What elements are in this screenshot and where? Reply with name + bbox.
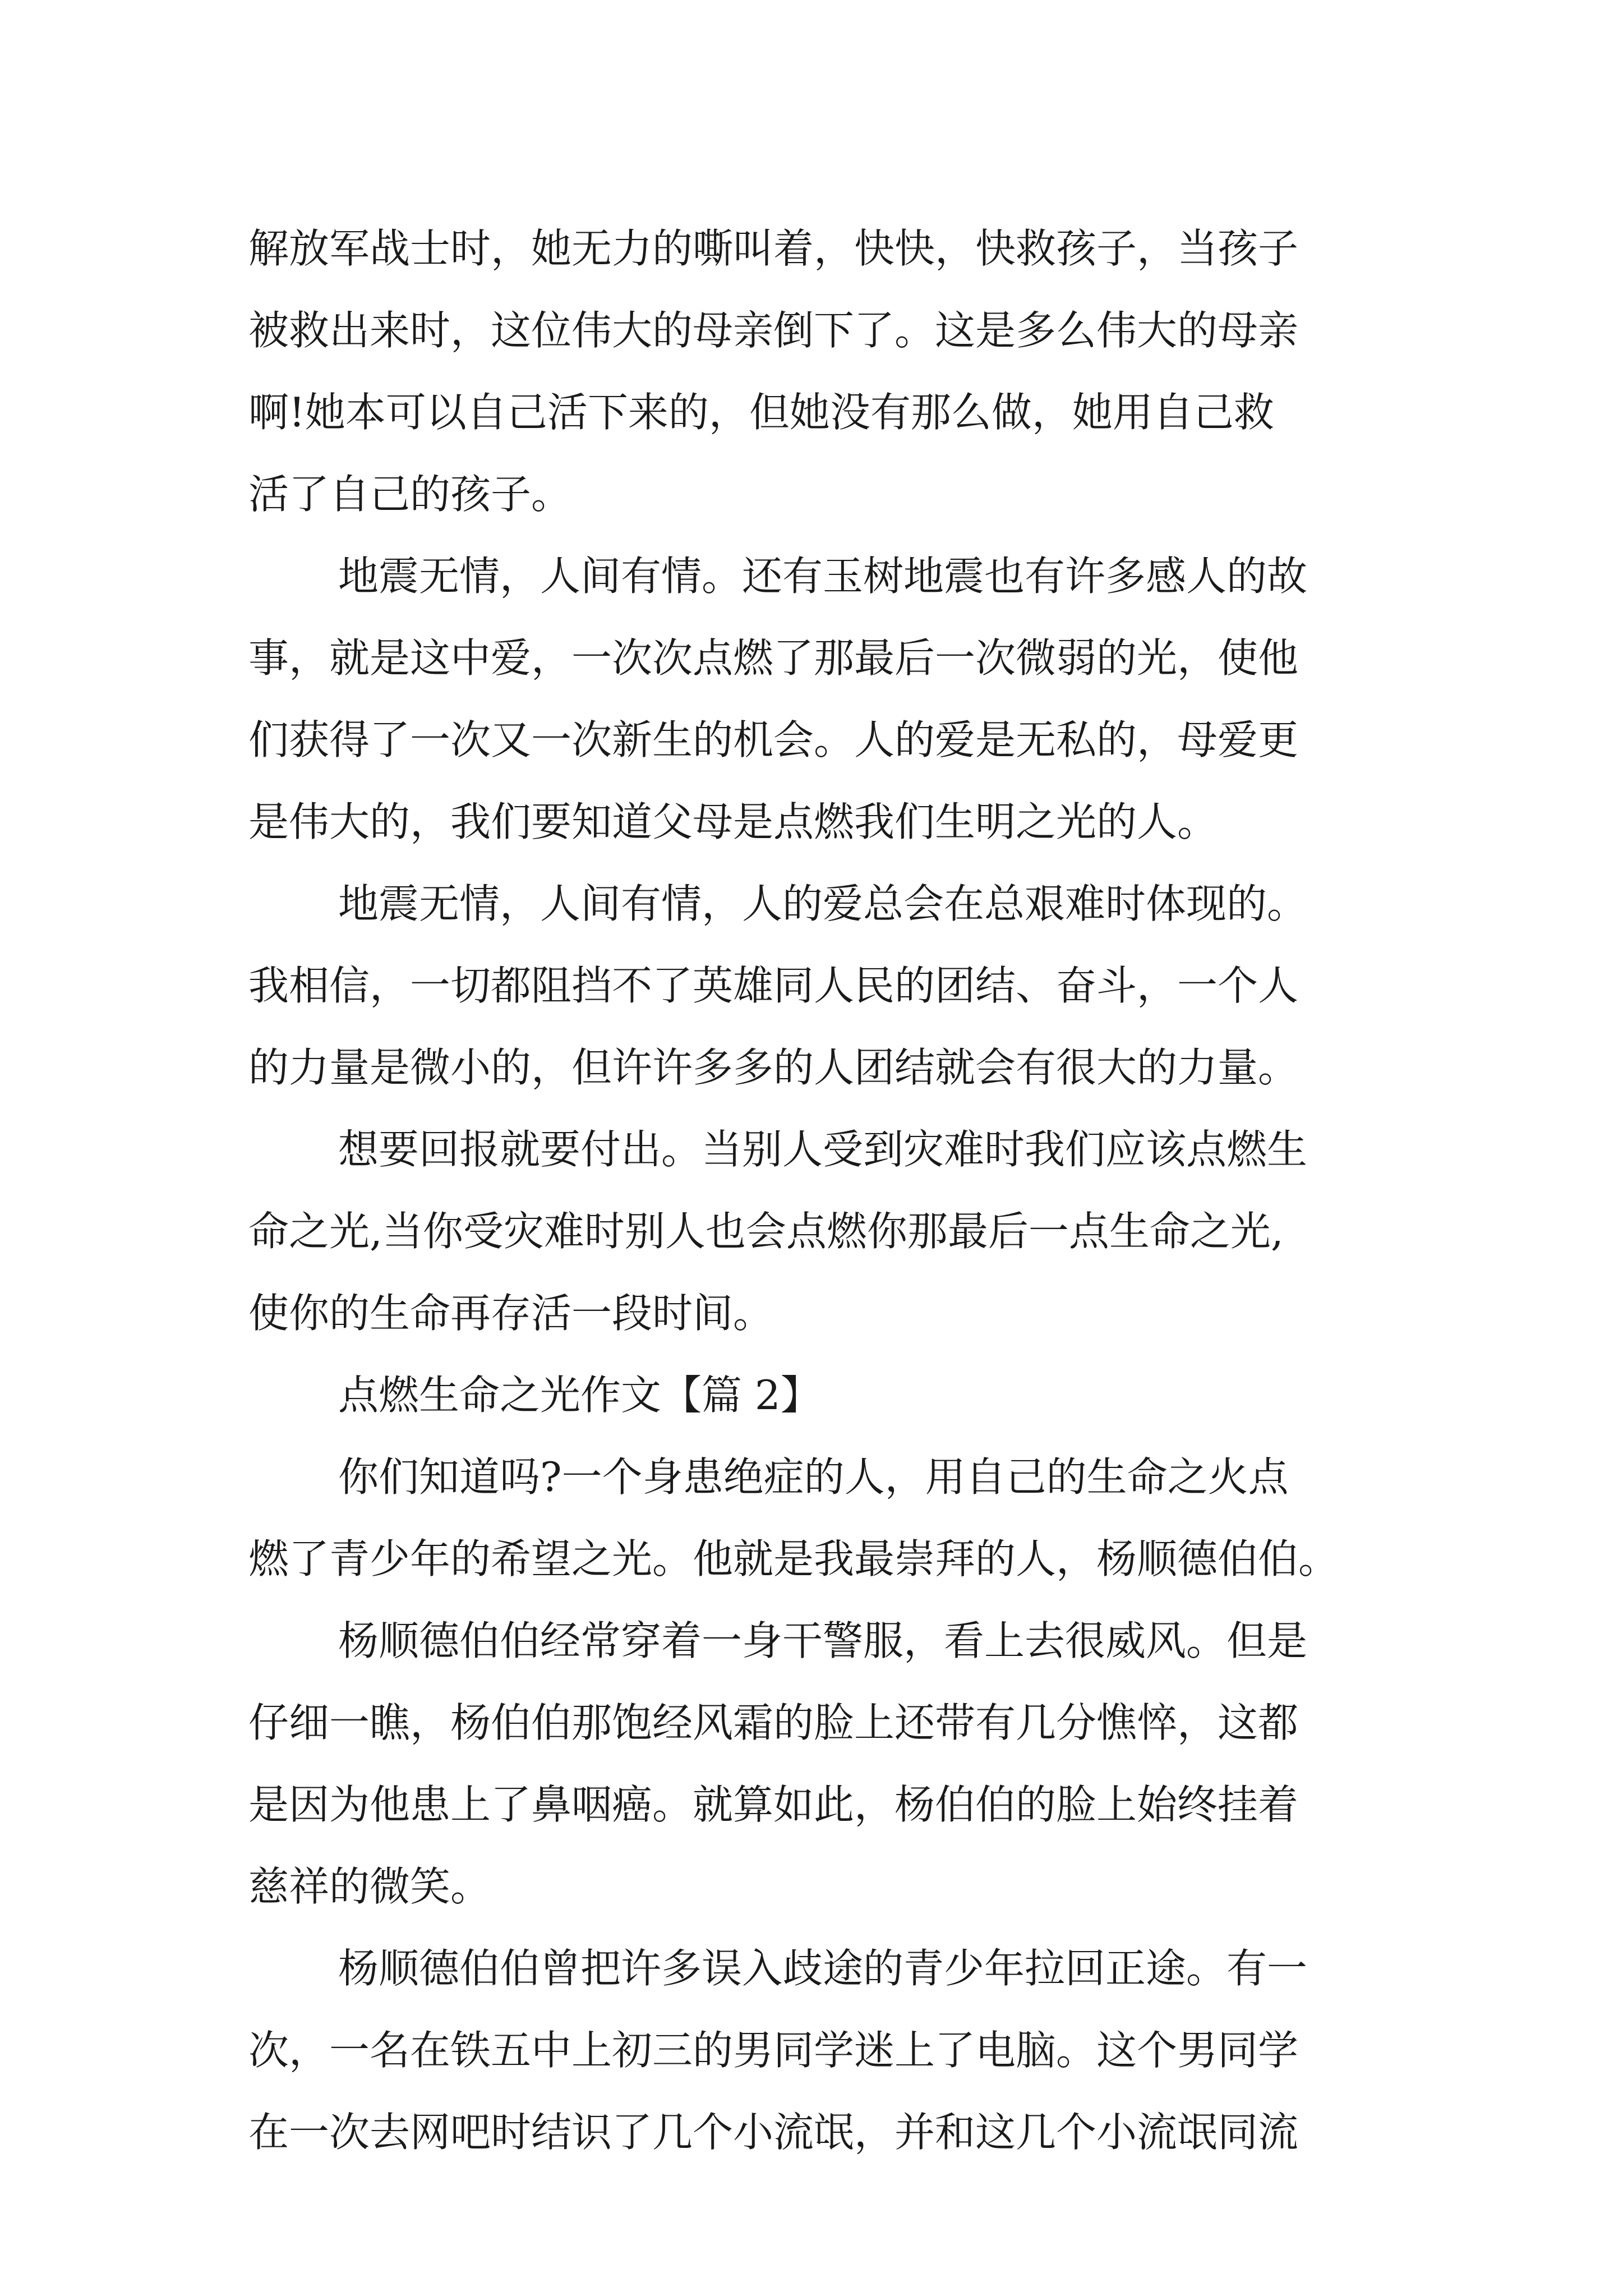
text-line: 想要回报就要付出。当别人受到灾难时我们应该点燃生 (338, 1126, 1308, 1173)
text-line: 杨顺德伯伯经常穿着一身干警服，看上去很威风。但是 (338, 1617, 1308, 1664)
text-line: 地震无情，人间有情，人的爱总会在总艰难时体现的。 (338, 880, 1308, 927)
text-line: 是伟大的，我们要知道父母是点燃我们生明之光的人。 (248, 798, 1218, 845)
text-line: 啊!她本可以自己活下来的，但她没有那么做，她用自己救 (248, 389, 1274, 436)
text-line: 仔细一瞧，杨伯伯那饱经风霜的脸上还带有几分憔悴，这都 (248, 1699, 1299, 1746)
text-line: 在一次去网吧时结识了几个小流氓，并和这几个小流氓同流 (248, 2109, 1299, 2156)
text-line: 是因为他患上了鼻咽癌。就算如此，杨伯伯的脸上始终挂着 (248, 1781, 1299, 1828)
text-line: 命之光,当你受灾难时别人也会点燃你那最后一点生命之光, (248, 1208, 1284, 1255)
text-line: 们获得了一次又一次新生的机会。人的爱是无私的，母爱更 (248, 716, 1299, 763)
text-line: 你们知道吗?一个身患绝症的人，用自己的生命之火点 (338, 1453, 1289, 1501)
text-line: 事，就是这中爱，一次次点燃了那最后一次微弱的光，使他 (248, 634, 1299, 682)
text-line: 燃了青少年的希望之光。他就是我最崇拜的人，杨顺德伯伯。 (248, 1535, 1339, 1582)
text-line: 地震无情，人间有情。还有玉树地震也有许多感人的故 (338, 553, 1308, 600)
text-line: 的力量是微小的，但许许多多的人团结就会有很大的力量。 (248, 1044, 1299, 1091)
text-line: 点燃生命之光作文【篇 2】 (338, 1372, 821, 1419)
text-line: 活了自己的孩子。 (248, 471, 572, 518)
text-line: 被救出来时，这位伟大的母亲倒下了。这是多么伟大的母亲 (248, 307, 1299, 354)
text-line: 慈祥的微笑。 (248, 1863, 491, 1910)
body-text (248, 208, 1387, 2173)
text-line: 我相信，一切都阻挡不了英雄同人民的团结、奋斗，一个人 (248, 962, 1299, 1009)
text-line: 使你的生命再存活一段时间。 (248, 1290, 774, 1337)
text-line: 解放军战士时，她无力的嘶叫着，快快，快救孩子，当孩子 (248, 225, 1299, 272)
text-line: 次，一名在铁五中上初三的男同学迷上了电脑。这个男同学 (248, 2027, 1299, 2074)
text-line: 杨顺德伯伯曾把许多误入歧途的青少年拉回正途。有一 (338, 1945, 1308, 1992)
